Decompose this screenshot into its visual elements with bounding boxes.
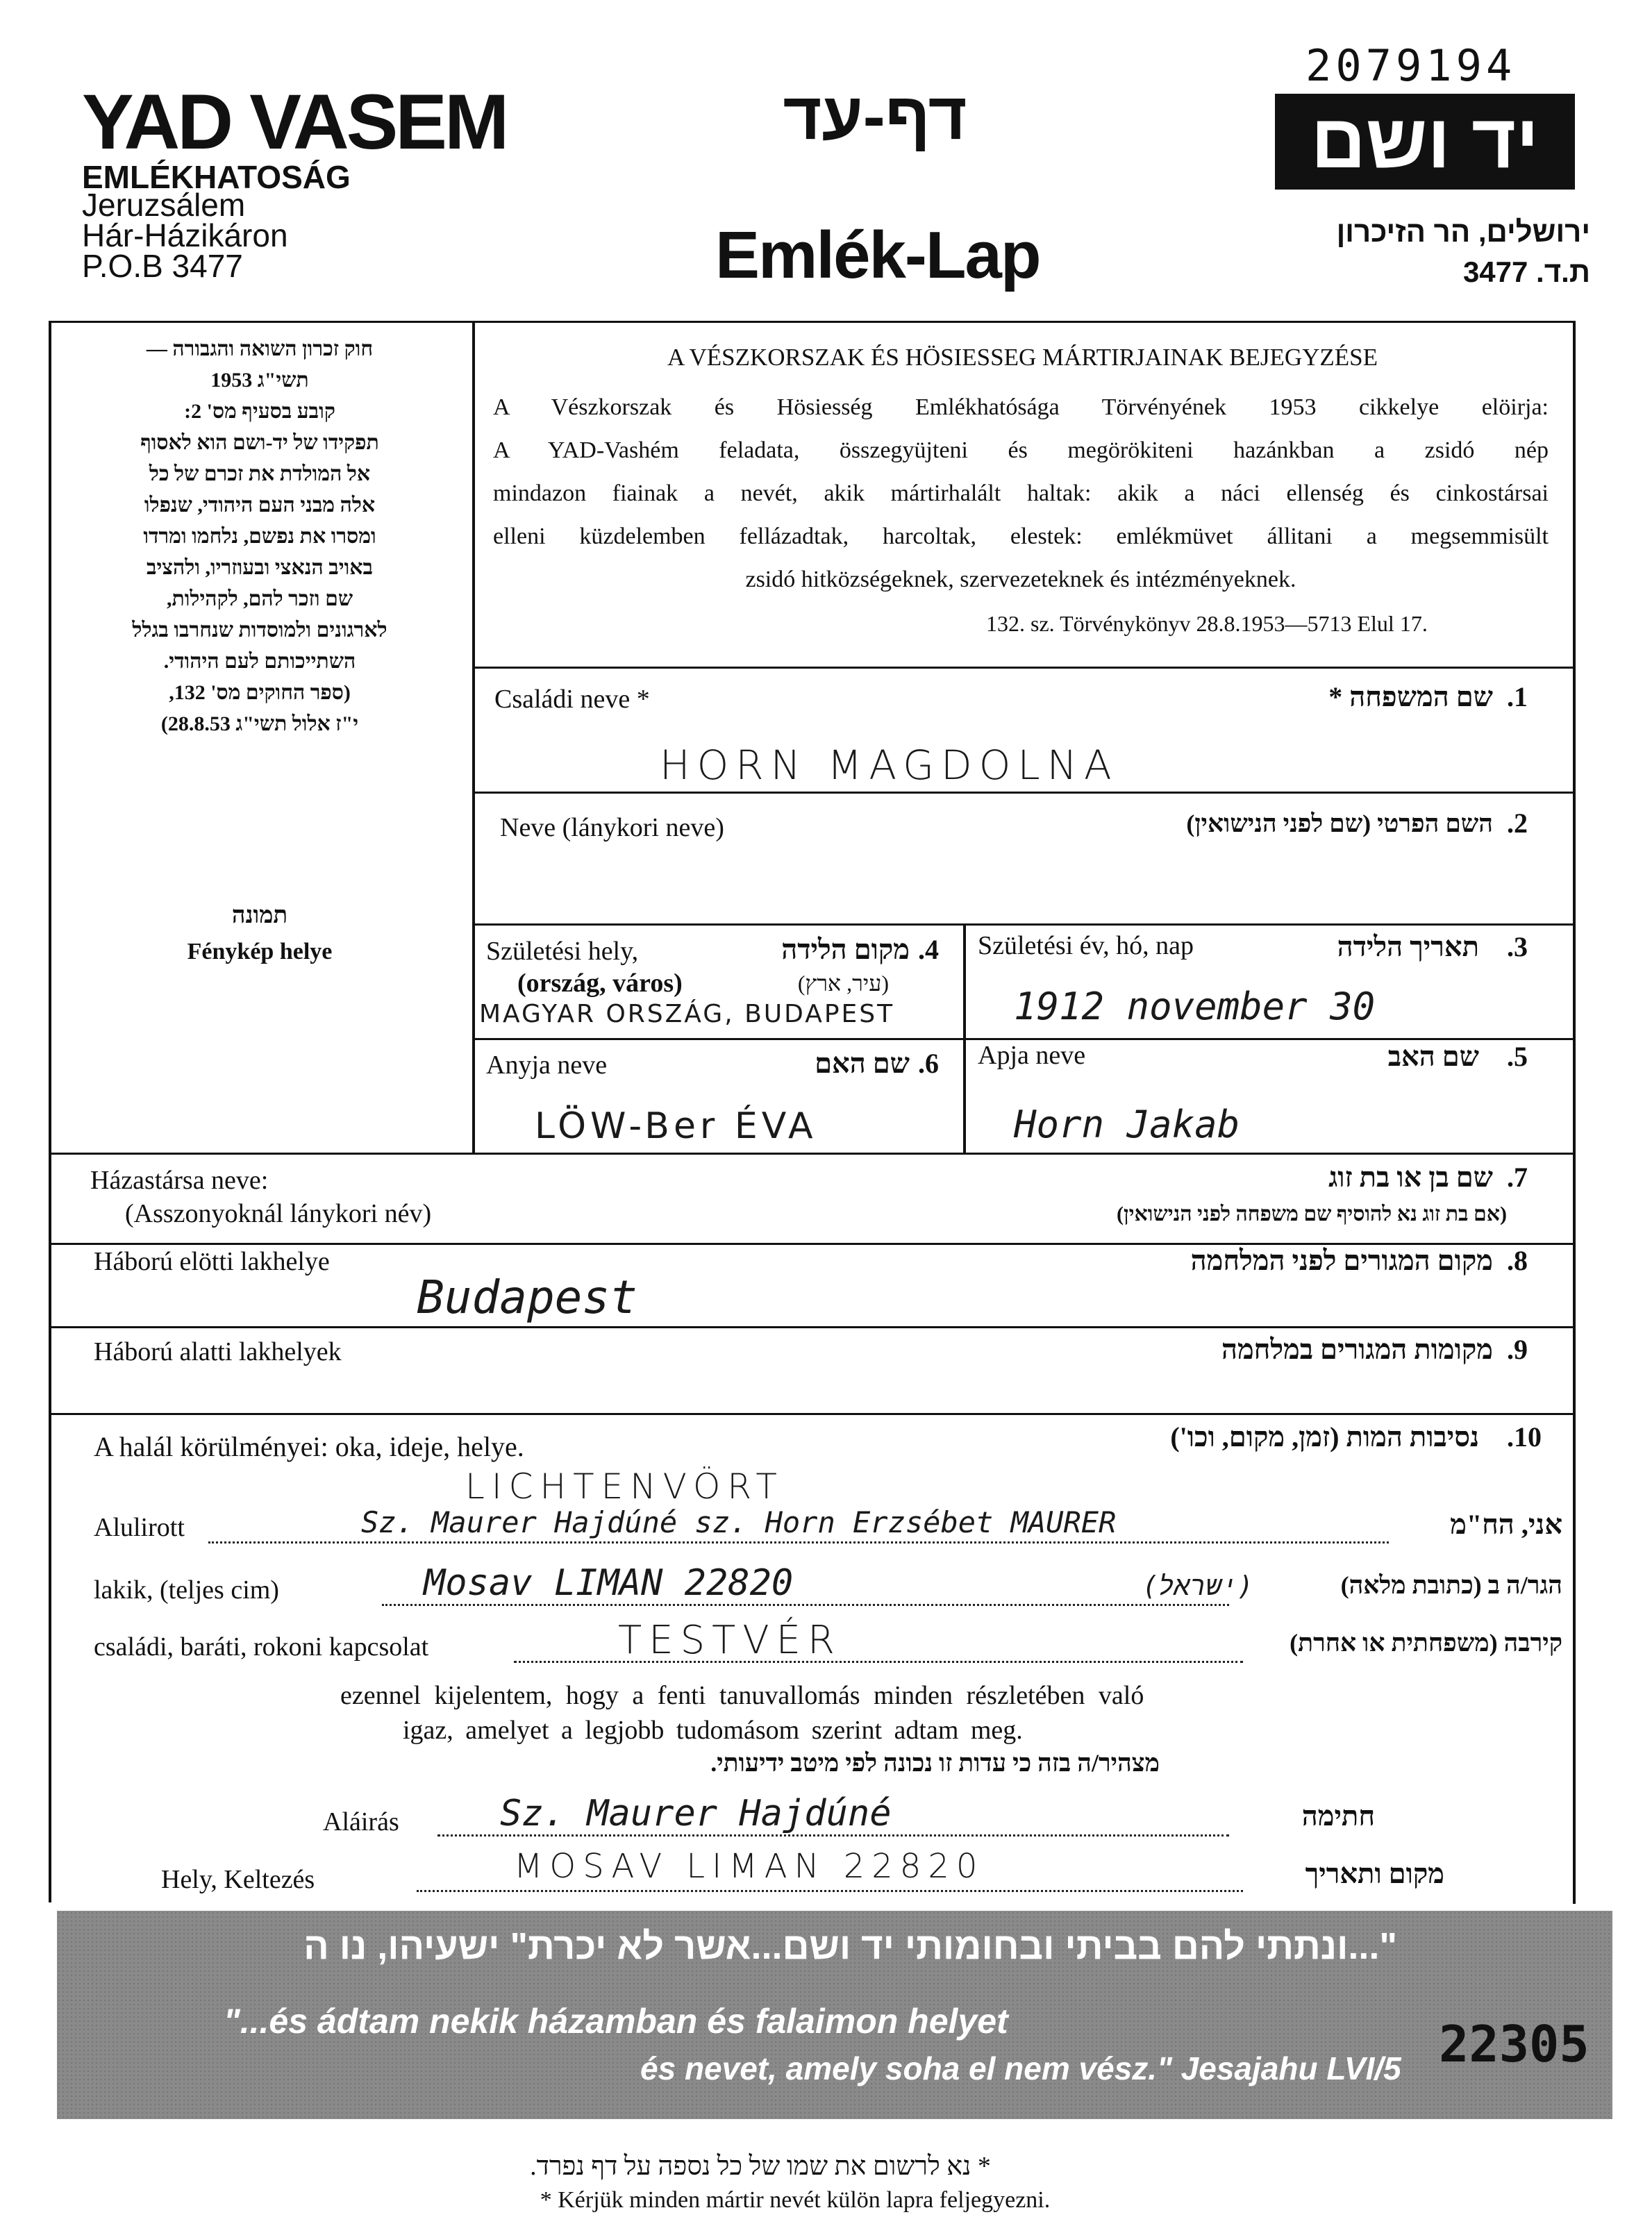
address-label: lakik, (teljes cim) — [94, 1575, 279, 1605]
field5-value[interactable]: Horn Jakab — [1014, 1103, 1240, 1146]
quote-banner — [57, 1911, 1612, 2119]
undersigned-label: Alulirott — [94, 1513, 185, 1542]
field9-num: .9 — [1507, 1334, 1528, 1365]
field3-num: .3 — [1507, 931, 1528, 962]
yad-vashem-logo — [1275, 94, 1575, 190]
row-line-2 — [472, 792, 1575, 794]
address-label-he: הגר/ה ב (כתובת מלאה) — [1340, 1571, 1562, 1599]
signature-label: Aláirás — [323, 1807, 399, 1837]
field1-label-he: שם המשפחה * — [1328, 681, 1493, 712]
row-line-5 — [49, 1153, 1575, 1155]
undersigned-line — [208, 1541, 1389, 1543]
org-city: Jeruzsálem — [82, 187, 246, 223]
intro-line: elleni küzdelemben fellázadtak, harcoltak, elestek: emlékmüvet állitani a megsemmisült — [493, 524, 1549, 549]
law-line: ומסרו את נפשם, נלחמו ומרדו — [143, 525, 376, 548]
field9-label-he: מקומות המגורים במלחמה — [1221, 1334, 1493, 1365]
logo-text: יד ושם — [1310, 99, 1540, 184]
intro-line: A Vészkorszak és Hösiesség Emlékhatósága Törvényének 1953 cikkelye elöirja: — [493, 394, 1549, 420]
field2-label: Neve (lánykori neve) — [500, 813, 724, 842]
field1-label: Családi neve * — [494, 685, 650, 714]
org-name: YAD VASEM — [82, 78, 507, 165]
field8-label-he: מקום המגורים לפני המלחמה — [1190, 1245, 1493, 1276]
field10-label-he: נסיבות המות (זמן, מקום, וכו') — [1170, 1421, 1479, 1453]
hebrew-title: דף-עד — [783, 79, 967, 153]
org-sub: EMLÉKHATOSÁG — [82, 159, 351, 195]
law-line: חוק זכרון השואה והגבורה — — [146, 337, 374, 360]
banner-hebrew: "...ונתתי להם בביתי ובחומותי יד ושם...אשר לא יכרת" ישעיהו, נו ה — [303, 1925, 1397, 1967]
field8-label: Háború elötti lakhelye — [94, 1247, 330, 1276]
serial-number: 2079194 — [1305, 40, 1517, 91]
intro-line: A YAD-Vashém feladata, összegyüjteni és megörökiteni hazánkban a zsidó nép — [493, 437, 1549, 463]
place-label-he: מקום ותאריך — [1305, 1858, 1444, 1889]
top-border — [49, 321, 1575, 323]
intro-citation: 132. sz. Törvénykönyv 28.8.1953—5713 Elul 17. — [986, 611, 1428, 636]
address-note[interactable]: (ישראל) — [1142, 1571, 1253, 1601]
law-line: י"ז אלול תשי"ג 28.8.53) — [160, 712, 359, 735]
field6-label: Anyja neve — [486, 1051, 608, 1080]
banner-line2: és nevet, amely soha el nem vész." Jesajahu LVI/5 — [640, 2050, 1401, 2086]
field4-value[interactable]: MAGYAR ORSZÁG, BUDAPEST — [479, 1000, 895, 1028]
signature-label-he: חתימה — [1301, 1800, 1375, 1832]
field5-num: .5 — [1507, 1041, 1528, 1072]
field10-label: A halál körülményei: oka, ideje, helye. — [94, 1431, 524, 1462]
relation-line — [514, 1661, 1243, 1663]
signature-value[interactable]: Sz. Maurer Hajdúné — [500, 1793, 892, 1834]
hebrew-pob: ת.ד. 3477 — [1462, 256, 1590, 288]
relation-label: családi, baráti, rokoni kapcsolat — [94, 1632, 429, 1662]
form-title: Emlék-Lap — [715, 218, 1040, 292]
field5-label-he: שם האב — [1387, 1041, 1479, 1072]
field7-label: Házastársa neve: — [90, 1166, 269, 1195]
law-line: לארגונים ולמוסדות שנחרבו בגלל — [132, 619, 387, 642]
field9-label: Háború alatti lakhelyek — [94, 1337, 342, 1366]
row-line-1 — [472, 667, 1575, 669]
law-line: קובע בסעיף מס' 2: — [184, 400, 335, 423]
law-line: תפקידו של יד-ושם הוא לאסוף — [140, 431, 379, 454]
field3-label-he: תאריך הלידה — [1337, 931, 1479, 962]
law-line: השתייכותם לעם היהודי. — [163, 650, 356, 673]
row-line-8 — [49, 1413, 1575, 1415]
field7-label-he: שם בן או בת זוג — [1328, 1162, 1493, 1193]
field4-label: Születési hely, — [486, 937, 639, 966]
law-line: באויב הנאצי ובעוזריו, ולהציב — [146, 556, 373, 579]
law-line: אלה מבני העם היהודי, שנפלו — [144, 494, 376, 517]
field6-value[interactable]: LÖW-Ber ÉVA — [535, 1105, 817, 1147]
hebrew-address: ירושלים, הר הזיכרון — [1336, 215, 1590, 248]
field2-num: .2 — [1507, 808, 1528, 839]
signature-line — [437, 1834, 1229, 1837]
field4-label-he: מקום הלידה — [781, 934, 910, 965]
field2-label-he: השם הפרטי (שם לפני הנישואין) — [1186, 810, 1493, 837]
footer-note: * Kérjük minden mártir nevét külön lapra feljegyezni. — [540, 2187, 1051, 2213]
left-border — [49, 321, 51, 1154]
intro-body — [493, 386, 1549, 601]
field10-value[interactable]: LICHTENVÖRT — [465, 1466, 784, 1507]
banner-stamp: 22305 — [1439, 2015, 1590, 2073]
left-border-lower — [49, 1153, 51, 1902]
row-line-3 — [472, 923, 1575, 926]
field8-num: .8 — [1507, 1245, 1528, 1276]
law-box-divider — [472, 321, 475, 1154]
org-pob: P.O.B 3477 — [82, 248, 243, 284]
field3-label: Születési év, hó, nap — [978, 931, 1194, 960]
field3-value[interactable]: 1912 november 30 — [1014, 985, 1376, 1028]
field4-num: .4 — [918, 934, 939, 965]
field1-value[interactable]: HORN MAGDOLNA — [660, 742, 1119, 789]
footer-note-he: * נא לרשום את שמו של כל נספה על דף נפרד. — [530, 2152, 991, 2181]
banner-line1: "...és ádtam nekik házamban és falaimon helyet — [224, 2002, 1008, 2041]
photo-label: Fénykép helye — [187, 939, 333, 964]
field6-label-he: שם האם — [815, 1048, 910, 1079]
right-border — [1573, 321, 1576, 1904]
relation-label-he: קירבה (משפחתית או אחרת) — [1290, 1629, 1562, 1657]
intro-line: mindazon fiainak a nevét, akik mártirhalált haltak: akik a náci ellenség és cinkostársai — [493, 480, 1549, 506]
field1-num: .1 — [1507, 681, 1528, 712]
undersigned-value[interactable]: Sz. Maurer Hajdúné sz. Horn Erzsébet MAURER — [361, 1505, 1117, 1539]
place-label: Hely, Keltezés — [161, 1865, 315, 1894]
law-text — [69, 333, 450, 739]
field8-value[interactable]: Budapest — [417, 1271, 637, 1324]
declaration-line1: ezennel kijelentem, hogy a fenti tanuvallomás minden részletében való — [340, 1681, 1144, 1710]
undersigned-label-he: אני, הח"מ — [1450, 1509, 1562, 1540]
law-line: שם וזכר להם, לקהילות, — [166, 587, 353, 610]
field6-num: .6 — [918, 1048, 939, 1079]
field7-label-he2: (אם בת זוג נא להוסיף שם משפחה לפני הנישואין) — [1117, 1203, 1507, 1225]
photo-label-he: תמונה — [231, 903, 288, 928]
row-line-7 — [49, 1326, 1575, 1328]
place-value[interactable]: MOSAV LIMAN 22820 — [514, 1847, 985, 1886]
intro-heading: A VÉSZKORSZAK ÉS HÖSIESSEG MÁRTIRJAINAK BEJEGYZÉSE — [667, 344, 1378, 371]
law-line: אל המולדת את זכרם של כל — [149, 462, 371, 485]
field7-label2: (Asszonyoknál lánykori név) — [125, 1199, 432, 1228]
relation-value[interactable]: TESTVÉR — [618, 1618, 842, 1663]
org-area: Hár-Házikáron — [82, 217, 288, 253]
address-line — [382, 1604, 1229, 1606]
address-value[interactable]: Mosav LIMAN 22820 — [424, 1562, 794, 1604]
field5-label: Apja neve — [978, 1041, 1086, 1070]
law-line: תשי"ג 1953 — [210, 369, 309, 392]
declaration-line2: igaz, amelyet a legjobb tudomásom szerint adtam meg. — [403, 1716, 1023, 1745]
field4-label2: (ország, város) — [517, 969, 683, 998]
law-line: (ספר החוקים מס' 132, — [169, 681, 351, 704]
intro-line: zsidó hitközségeknek, szervezeteknek és intézményeknek. — [745, 567, 1296, 592]
field7-num: .7 — [1507, 1162, 1528, 1193]
declaration-he: מצהיר/ה בזה כי עדות זו נכונה לפי מיטב ידיעותי. — [710, 1749, 1160, 1777]
field10-num: .10 — [1507, 1421, 1542, 1453]
place-line — [417, 1890, 1243, 1892]
field4-label-he2: (עיר, ארץ) — [797, 971, 889, 996]
